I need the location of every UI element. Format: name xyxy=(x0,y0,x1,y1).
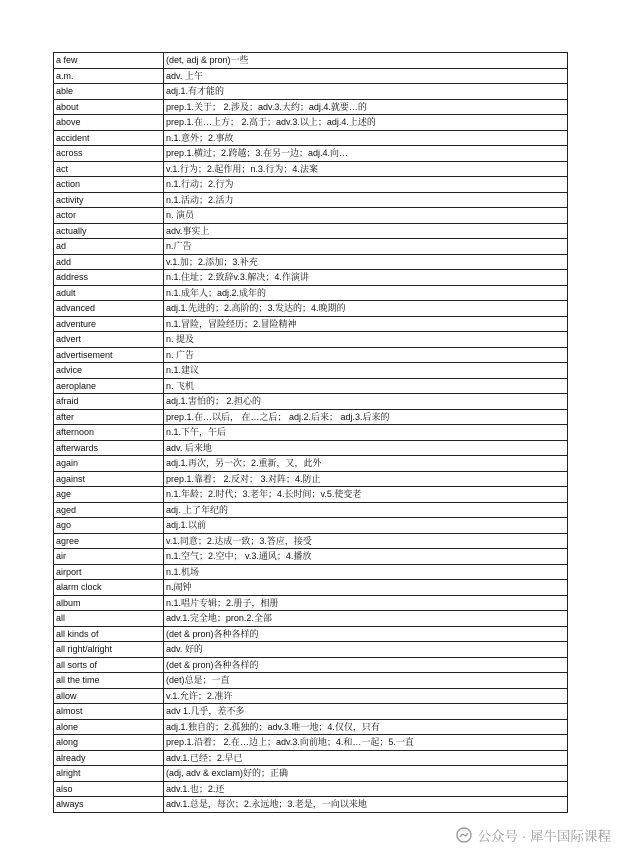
word-cell: alright xyxy=(54,766,164,782)
word-cell: along xyxy=(54,735,164,751)
table-row xyxy=(54,502,568,518)
word-cell: about xyxy=(54,99,164,115)
table-row xyxy=(54,611,568,627)
word-cell: aged xyxy=(54,502,164,518)
table-row xyxy=(54,735,568,751)
word-cell: act xyxy=(54,161,164,177)
table-row xyxy=(54,161,568,177)
definition-cell: prep.1.关于； 2.涉及；adv.3.大约；adj.4.就要…的 xyxy=(164,99,568,115)
word-cell: all right/alright xyxy=(54,642,164,658)
table-row xyxy=(54,471,568,487)
word-cell: alarm clock xyxy=(54,580,164,596)
table-row xyxy=(54,657,568,673)
table-row xyxy=(54,673,568,689)
word-cell: afraid xyxy=(54,394,164,410)
word-cell: accident xyxy=(54,130,164,146)
word-cell: also xyxy=(54,781,164,797)
definition-cell: n.1.机场 xyxy=(164,564,568,580)
table-row xyxy=(54,456,568,472)
definition-cell: (det, adj & pron)一些 xyxy=(164,53,568,69)
word-cell: alone xyxy=(54,719,164,735)
table-row xyxy=(54,797,568,813)
table-row xyxy=(54,363,568,379)
word-cell: across xyxy=(54,146,164,162)
word-cell: afternoon xyxy=(54,425,164,441)
word-cell: afterwards xyxy=(54,440,164,456)
table-row xyxy=(54,53,568,69)
table-row xyxy=(54,223,568,239)
definition-cell: n.1.行动；2.行为 xyxy=(164,177,568,193)
word-cell: air xyxy=(54,549,164,565)
table-row xyxy=(54,580,568,596)
definition-cell: (adj, adv & exclam)好的；正确 xyxy=(164,766,568,782)
definition-cell: v.1.允许；2.准许 xyxy=(164,688,568,704)
word-cell: all kinds of xyxy=(54,626,164,642)
definition-cell: n.1.住址；2.致辞v.3.解决；4.作演讲 xyxy=(164,270,568,286)
definition-cell: adj.1.以前 xyxy=(164,518,568,534)
table-row xyxy=(54,378,568,394)
word-cell: album xyxy=(54,595,164,611)
table-row xyxy=(54,425,568,441)
definition-cell: adj.1.再次，另一次；2.重新，又，此外 xyxy=(164,456,568,472)
wechat-channel-icon xyxy=(456,827,472,843)
table-row xyxy=(54,99,568,115)
table-row xyxy=(54,192,568,208)
definition-cell: n. 广告 xyxy=(164,347,568,363)
definition-cell: n.闹钟 xyxy=(164,580,568,596)
definition-cell: n.1.建议 xyxy=(164,363,568,379)
table-row xyxy=(54,704,568,720)
definition-cell: (det & pron)各种各样的 xyxy=(164,657,568,673)
word-cell: all xyxy=(54,611,164,627)
word-cell: a few xyxy=(54,53,164,69)
table-row xyxy=(54,285,568,301)
definition-cell: adj.1.有才能的 xyxy=(164,84,568,100)
word-cell: advanced xyxy=(54,301,164,317)
word-cell: activity xyxy=(54,192,164,208)
table-row xyxy=(54,146,568,162)
word-cell: ago xyxy=(54,518,164,534)
definition-cell: n.1.意外；2.事故 xyxy=(164,130,568,146)
word-cell: advert xyxy=(54,332,164,348)
table-row xyxy=(54,766,568,782)
definition-cell: adv 1.几乎，差不多 xyxy=(164,704,568,720)
word-cell: adult xyxy=(54,285,164,301)
definition-cell: adj.1.独自的；2.孤独的；adv.3.唯一地；4.仅仅，只有 xyxy=(164,719,568,735)
word-cell: almost xyxy=(54,704,164,720)
vocabulary-table xyxy=(53,52,568,813)
definition-cell: adv.1.已经；2.早已 xyxy=(164,750,568,766)
definition-cell: n. 提及 xyxy=(164,332,568,348)
word-cell: a.m. xyxy=(54,68,164,84)
word-cell: aeroplane xyxy=(54,378,164,394)
word-cell: adventure xyxy=(54,316,164,332)
word-cell: advertisement xyxy=(54,347,164,363)
word-cell: age xyxy=(54,487,164,503)
definition-cell: n.1.活动；2.活力 xyxy=(164,192,568,208)
word-cell: action xyxy=(54,177,164,193)
word-cell: advice xyxy=(54,363,164,379)
table-row xyxy=(54,595,568,611)
definition-cell: adv.1.总是，每次；2.永远地；3.老是，一向以来地 xyxy=(164,797,568,813)
watermark-text: 公众号 · 犀牛国际课程 xyxy=(477,829,611,844)
word-cell: above xyxy=(54,115,164,131)
definition-cell: adj.1.先进的；2.高阶的；3.发达的；4.晚期的 xyxy=(164,301,568,317)
definition-cell: n.广告 xyxy=(164,239,568,255)
definition-cell: n.1.唱片专辑；2.册子，相册 xyxy=(164,595,568,611)
word-cell: again xyxy=(54,456,164,472)
definition-cell: adv. 后来地 xyxy=(164,440,568,456)
word-cell: ad xyxy=(54,239,164,255)
table-row xyxy=(54,208,568,224)
table-row xyxy=(54,781,568,797)
definition-cell: prep.1.在…以后， 在…之后； adj.2.后来； adj.3.后来的 xyxy=(164,409,568,425)
word-cell: address xyxy=(54,270,164,286)
table-row xyxy=(54,719,568,735)
definition-cell: adj.1.害怕的； 2.担心的 xyxy=(164,394,568,410)
table-row xyxy=(54,409,568,425)
table-row xyxy=(54,750,568,766)
table-row xyxy=(54,84,568,100)
table-row xyxy=(54,239,568,255)
definition-cell: v.1.同意；2.达成一致；3.答应，接受 xyxy=(164,533,568,549)
definition-cell: n.1.空气；2.空中； v.3.通风；4.播放 xyxy=(164,549,568,565)
definition-cell: prep.1.沿着； 2.在…边上；adv.3.向前地；4.和…一起；5.一直 xyxy=(164,735,568,751)
definition-cell: prep.1.横过；2.跨越；3.在另一边；adj.4.向… xyxy=(164,146,568,162)
word-cell: allow xyxy=(54,688,164,704)
table-row xyxy=(54,642,568,658)
table-row xyxy=(54,115,568,131)
table-row xyxy=(54,564,568,580)
definition-cell: adv. 上午 xyxy=(164,68,568,84)
word-cell: all the time xyxy=(54,673,164,689)
definition-cell: n.1.冒险，冒险经历；2.冒险精神 xyxy=(164,316,568,332)
table-row xyxy=(54,518,568,534)
table-row xyxy=(54,332,568,348)
table-row xyxy=(54,177,568,193)
table-row xyxy=(54,68,568,84)
word-cell: after xyxy=(54,409,164,425)
word-cell: actually xyxy=(54,223,164,239)
definition-cell: n.1.年龄；2.时代；3.老年；4.长时间；v.5.使变老 xyxy=(164,487,568,503)
word-cell: all sorts of xyxy=(54,657,164,673)
word-cell: against xyxy=(54,471,164,487)
table-row xyxy=(54,130,568,146)
definition-cell: n.1.成年人；adj.2.成年的 xyxy=(164,285,568,301)
definition-cell: v.1.行为；2.起作用；n.3.行为；4.法案 xyxy=(164,161,568,177)
table-row xyxy=(54,347,568,363)
definition-cell: prep.1.靠着； 2.反对； 3.对阵；4.防止 xyxy=(164,471,568,487)
definition-cell: adv.1.也；2.还 xyxy=(164,781,568,797)
table-row xyxy=(54,254,568,270)
definition-cell: (det & pron)各种各样的 xyxy=(164,626,568,642)
table-row xyxy=(54,316,568,332)
definition-cell: adv.事实上 xyxy=(164,223,568,239)
table-row xyxy=(54,533,568,549)
table-row xyxy=(54,549,568,565)
definition-cell: v.1.加；2.添加；3.补充 xyxy=(164,254,568,270)
word-cell: always xyxy=(54,797,164,813)
definition-cell: n.1.下午，午后 xyxy=(164,425,568,441)
table-row xyxy=(54,688,568,704)
word-cell: already xyxy=(54,750,164,766)
vocabulary-table-body xyxy=(54,53,568,813)
word-cell: actor xyxy=(54,208,164,224)
definition-cell: (det)总是；一直 xyxy=(164,673,568,689)
table-row xyxy=(54,394,568,410)
definition-cell: adv. 好的 xyxy=(164,642,568,658)
definition-cell: n. 飞机 xyxy=(164,378,568,394)
table-row xyxy=(54,270,568,286)
table-row xyxy=(54,440,568,456)
definition-cell: n. 演员 xyxy=(164,208,568,224)
table-row xyxy=(54,301,568,317)
definition-cell: prep.1.在…上方； 2.高于；adv.3.以上；adj.4.上述的 xyxy=(164,115,568,131)
word-cell: airport xyxy=(54,564,164,580)
word-cell: able xyxy=(54,84,164,100)
table-row xyxy=(54,487,568,503)
word-cell: agree xyxy=(54,533,164,549)
word-cell: add xyxy=(54,254,164,270)
definition-cell: adj. 上了年纪的 xyxy=(164,502,568,518)
watermark xyxy=(456,825,612,845)
definition-cell: adv.1.完全地；pron.2.全部 xyxy=(164,611,568,627)
table-row xyxy=(54,626,568,642)
